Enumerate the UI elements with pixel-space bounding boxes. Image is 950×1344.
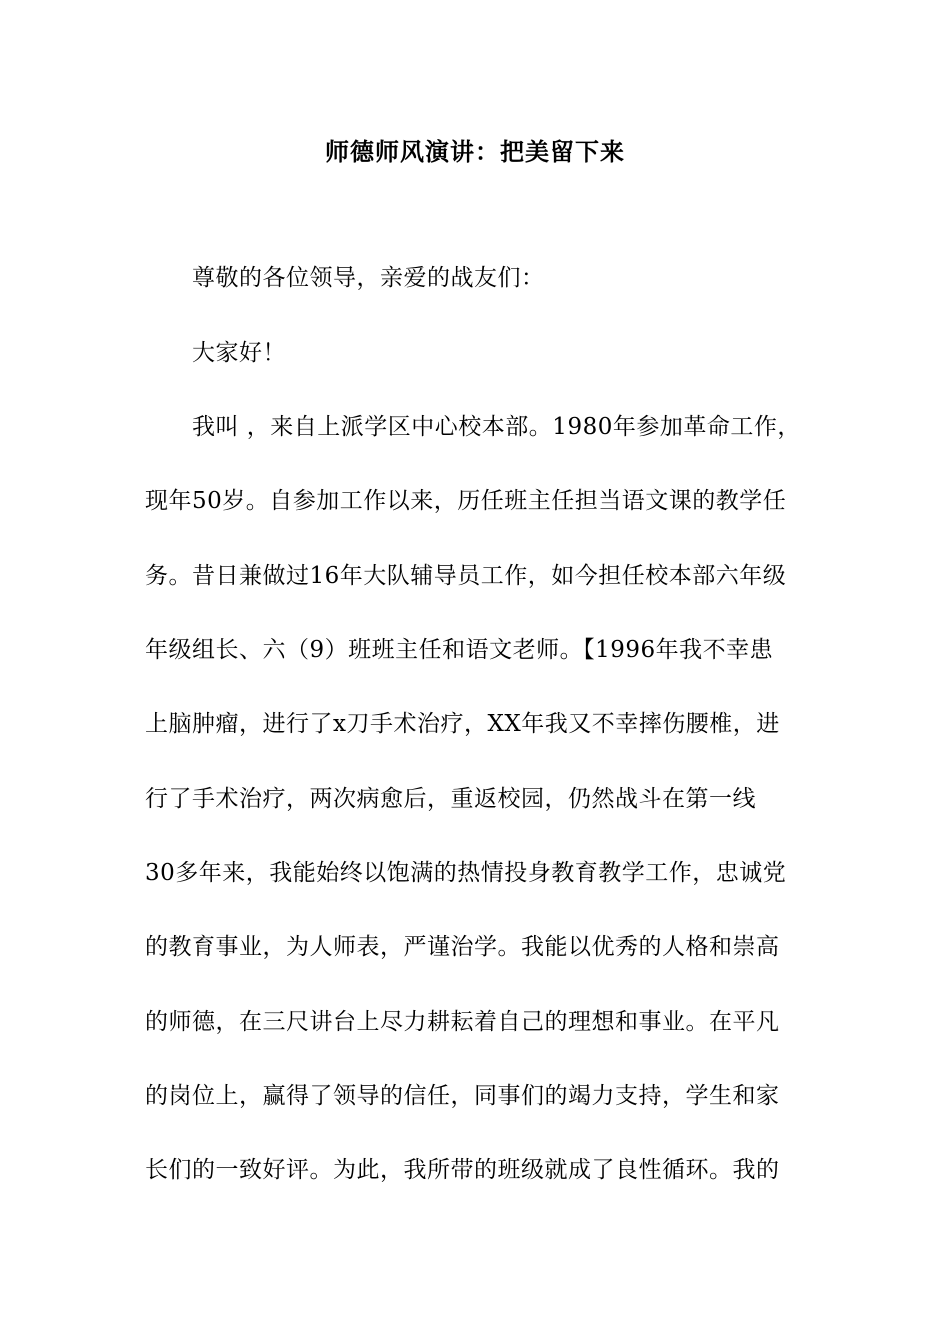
salutation-line: 尊敬的各位领导，亲爱的战友们： [192, 265, 545, 291]
paragraph-line: 的师德，在三尺讲台上尽力耕耘着自己的理想和事业。在平凡 [145, 1009, 780, 1035]
document-title: 师德师风演讲：把美留下来 [325, 137, 625, 166]
paragraph-line: 30多年来，我能始终以饱满的热情投身教育教学工作，忠诚党 [145, 860, 787, 886]
paragraph-line: 长们的一致好评。为此，我所带的班级就成了良性循环。我的 [145, 1157, 780, 1183]
paragraph-line: 行了手术治疗，两次病愈后，重返校园，仍然战斗在第一线 [145, 786, 756, 812]
paragraph-line: 我叫 ，来自上派学区中心校本部。1980年参加革命工作， [192, 414, 801, 440]
paragraph-line: 年级组长、六（9）班班主任和语文老师。【1996年我不幸患 [145, 637, 774, 663]
paragraph-line: 的岗位上，赢得了领导的信任，同事们的竭力支持，学生和家 [145, 1083, 780, 1109]
paragraph-line: 现年50岁。自参加工作以来，历任班主任担当语文课的教学任 [145, 488, 787, 514]
greeting-line: 大家好！ [192, 340, 286, 366]
paragraph-line: 务。昔日兼做过16年大队辅导员工作，如今担任校本部六年级 [145, 563, 787, 589]
paragraph-line: 的教育事业，为人师表，严谨治学。我能以优秀的人格和崇高 [145, 934, 780, 960]
paragraph-line: 上脑肿瘤，进行了x刀手术治疗，XX年我又不幸摔伤腰椎，进 [145, 711, 780, 737]
